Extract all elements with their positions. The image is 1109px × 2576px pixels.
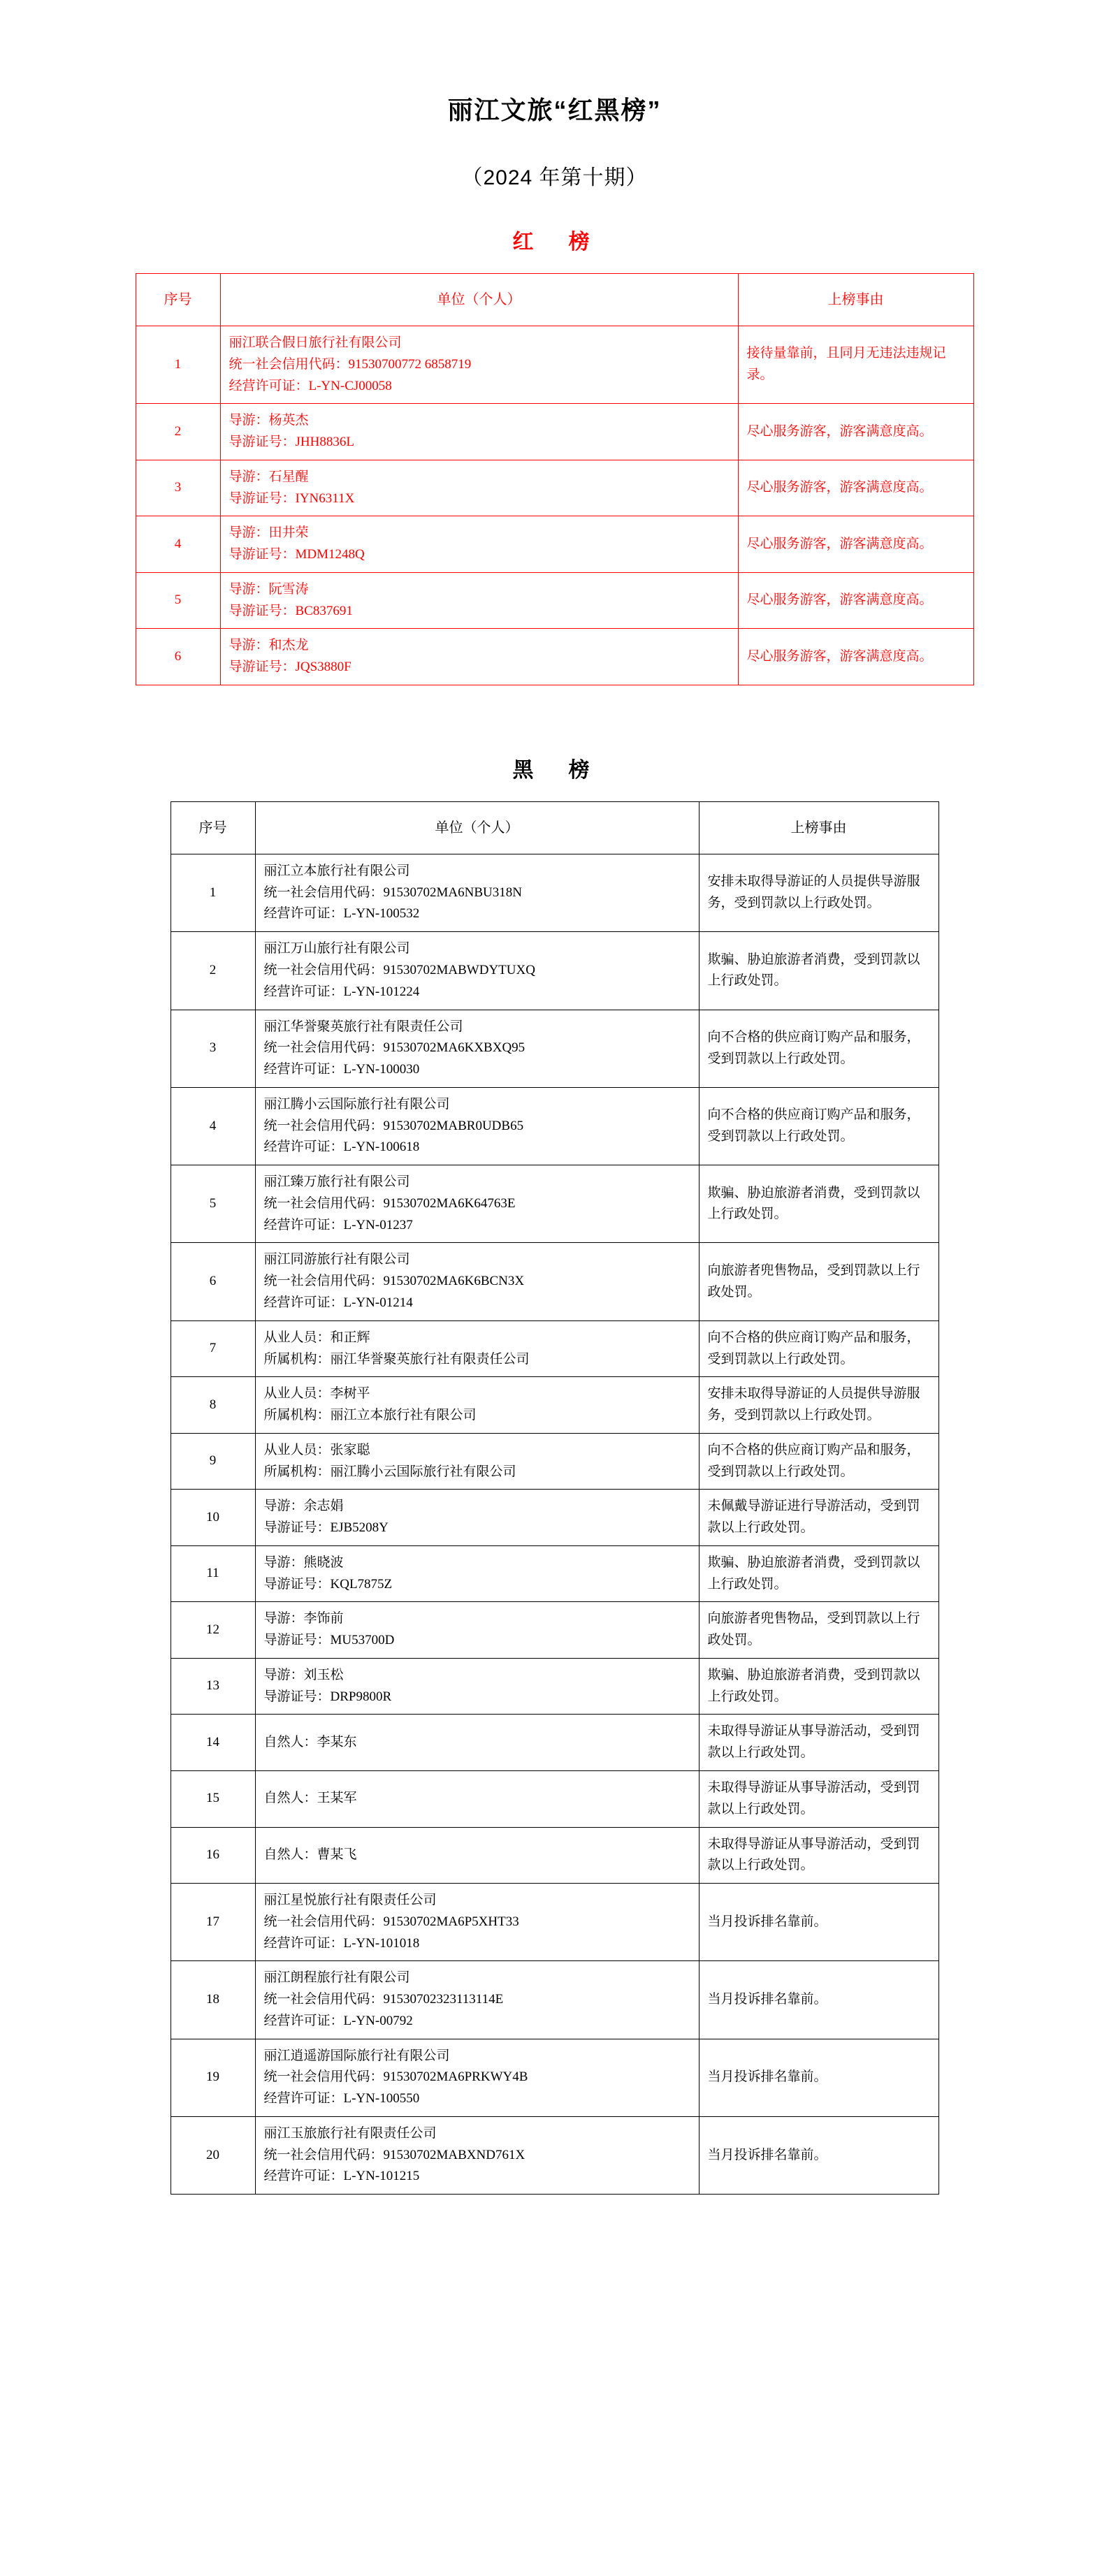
unit-line: 导游：和杰龙 (229, 638, 309, 653)
unit-line: 经营许可证：L-YN-01214 (263, 1295, 413, 1310)
row-unit-info (220, 326, 738, 404)
row-reason (699, 1770, 938, 1827)
unit-line: 统一社会信用代码：91530702MABR0UDB65 (263, 1118, 524, 1133)
unit-line: 丽江逍遥游国际旅行社有限公司 (263, 2048, 450, 2063)
unit-line: 丽江立本旅行社有限公司 (263, 863, 410, 878)
unit-line: 丽江腾小云国际旅行社有限公司 (263, 1096, 450, 1112)
reason-text: 未佩戴导游证进行导游活动，受到罚款以上行政处罚。 (707, 1499, 920, 1536)
unit-line: 经营许可证：L-YN-100618 (263, 1140, 420, 1155)
unit-line: 统一社会信用代码：91530702MA6PRKWY4B (263, 2069, 528, 2085)
unit-lines (229, 467, 730, 510)
row-reason (699, 1602, 938, 1659)
red-list-table (136, 273, 974, 685)
row-sequence-number: 3 (136, 460, 220, 516)
bottom-spacer (0, 2195, 1109, 2222)
unit-line: 导游证号：JHH8836L (229, 435, 354, 450)
unit-line: 导游证号：IYN6311X (229, 490, 355, 506)
unit-lines (264, 1665, 690, 1708)
table-row (171, 854, 938, 931)
row-unit-info (255, 1715, 699, 1771)
unit-line: 丽江华誉聚英旅行社有限责任公司 (263, 1019, 463, 1034)
unit-line: 经营许可证：L-YN-101215 (263, 2169, 420, 2184)
row-sequence-number: 10 (171, 1490, 255, 1546)
unit-line: 丽江臻万旅行社有限公司 (263, 1174, 410, 1190)
row-sequence-number: 3 (171, 1010, 255, 1087)
row-sequence-number: 16 (171, 1827, 255, 1884)
unit-lines (264, 1172, 690, 1236)
row-unit-info (220, 629, 738, 685)
unit-line: 导游证号：DRP9800R (263, 1689, 392, 1704)
row-reason (699, 1433, 938, 1490)
row-unit-info (255, 854, 699, 931)
unit-line: 从业人员：张家聪 (263, 1442, 370, 1457)
row-sequence-number: 13 (171, 1658, 255, 1715)
table-row (171, 2039, 938, 2116)
column-header-unit: 单位（个人） (220, 274, 738, 326)
row-unit-info (255, 1961, 699, 2039)
unit-lines (264, 2046, 690, 2110)
reason-text: 尽心服务游客，游客满意度高。 (746, 536, 933, 551)
reason-text: 欺骗、胁迫旅游者消费，受到罚款以上行政处罚。 (707, 952, 920, 989)
reason-text: 向不合格的供应商订购产品和服务，受到罚款以上行政处罚。 (707, 1107, 920, 1144)
row-unit-info (255, 1320, 699, 1377)
unit-line: 导游证号：MDM1248Q (229, 547, 365, 562)
unit-lines (264, 1732, 690, 1754)
row-unit-info (255, 1658, 699, 1715)
reason-text: 未取得导游证从事导游活动，受到罚款以上行政处罚。 (707, 1836, 920, 1873)
table-row (136, 516, 973, 573)
unit-line: 导游：余志娟 (263, 1499, 344, 1514)
row-unit-info (255, 1087, 699, 1165)
row-unit-info (255, 2039, 699, 2116)
row-sequence-number: 14 (171, 1715, 255, 1771)
black-list-table-wrap (0, 783, 1109, 2195)
unit-lines (264, 1249, 690, 1314)
page-subtitle: （2024 年第十期） (461, 166, 648, 189)
table-row (171, 1715, 938, 1771)
unit-line: 丽江万山旅行社有限公司 (263, 941, 410, 956)
row-sequence-number: 11 (171, 1545, 255, 1602)
black-list-table (171, 801, 939, 2195)
reason-text: 尽心服务游客，游客满意度高。 (746, 423, 933, 439)
unit-lines (264, 1967, 690, 2032)
unit-line: 丽江联合假日旅行社有限公司 (229, 335, 402, 350)
reason-text: 向不合格的供应商订购产品和服务，受到罚款以上行政处罚。 (707, 1029, 920, 1066)
unit-line: 导游：田井荣 (229, 525, 309, 541)
column-header-reason: 上榜事由 (738, 274, 973, 326)
table-row (171, 1545, 938, 1602)
row-sequence-number: 12 (171, 1602, 255, 1659)
unit-line: 丽江星悦旅行社有限责任公司 (263, 1893, 437, 1908)
unit-line: 导游证号：MU53700D (263, 1633, 395, 1648)
column-header-reason: 上榜事由 (699, 801, 938, 854)
row-sequence-number: 1 (136, 326, 220, 404)
unit-line: 经营许可证：L-YN-100532 (263, 906, 420, 922)
red-table-body (136, 326, 973, 685)
row-unit-info (220, 404, 738, 460)
row-reason (699, 1243, 938, 1320)
reason-text: 欺骗、胁迫旅游者消费，受到罚款以上行政处罚。 (707, 1555, 920, 1592)
table-header-row (171, 801, 938, 854)
unit-line: 统一社会信用代码：91530702MA6K6BCN3X (263, 1274, 525, 1289)
unit-line: 统一社会信用代码：91530702MA6KXBXQ95 (263, 1040, 525, 1056)
unit-lines (264, 1552, 690, 1596)
row-reason (738, 572, 973, 629)
unit-line: 丽江玉旅旅行社有限责任公司 (263, 2125, 437, 2141)
unit-line: 导游：刘玉松 (263, 1667, 344, 1682)
reason-text: 尽心服务游客，游客满意度高。 (746, 648, 933, 664)
row-reason (738, 516, 973, 573)
unit-line: 经营许可证：L-YN-CJ00058 (229, 378, 392, 393)
reason-text: 欺骗、胁迫旅游者消费，受到罚款以上行政处罚。 (707, 1185, 920, 1222)
unit-lines (264, 861, 690, 925)
section-spacer (0, 685, 1109, 752)
row-sequence-number: 9 (171, 1433, 255, 1490)
row-reason (738, 404, 973, 460)
row-unit-info (255, 1490, 699, 1546)
row-reason (738, 629, 973, 685)
row-reason (699, 1545, 938, 1602)
row-reason (699, 1490, 938, 1546)
row-sequence-number: 2 (171, 932, 255, 1010)
row-sequence-number: 5 (136, 572, 220, 629)
unit-line: 统一社会信用代码：91530702MA6NBU318N (263, 885, 522, 900)
unit-lines (264, 1327, 690, 1371)
reason-text: 当月投诉排名靠前。 (707, 2147, 827, 2162)
row-unit-info (255, 1243, 699, 1320)
row-sequence-number: 4 (136, 516, 220, 573)
table-row (171, 1827, 938, 1884)
row-sequence-number: 8 (171, 1377, 255, 1434)
table-row (171, 932, 938, 1010)
unit-line: 统一社会信用代码：91530702MA6K64763E (263, 1195, 516, 1211)
unit-line: 导游：杨英杰 (229, 413, 309, 428)
unit-lines (229, 410, 730, 453)
unit-line: 统一社会信用代码：91530700772 6858719 (229, 356, 472, 372)
column-header-unit: 单位（个人） (255, 801, 699, 854)
unit-lines (264, 1844, 690, 1866)
unit-lines (229, 635, 730, 678)
row-sequence-number: 7 (171, 1320, 255, 1377)
unit-lines (264, 2123, 690, 2188)
black-table-body (171, 854, 938, 2194)
unit-lines (264, 1440, 690, 1483)
row-reason (699, 1087, 938, 1165)
reason-text: 当月投诉排名靠前。 (707, 1914, 827, 1929)
row-sequence-number: 19 (171, 2039, 255, 2116)
unit-line: 从业人员：李树平 (263, 1386, 370, 1402)
reason-text: 当月投诉排名靠前。 (707, 2069, 827, 2085)
unit-line: 自然人：李某东 (263, 1734, 357, 1749)
table-row (171, 1243, 938, 1320)
unit-line: 统一社会信用代码：91530702MA6P5XHT33 (263, 1914, 519, 1929)
table-row (171, 1087, 938, 1165)
table-row (136, 629, 973, 685)
row-reason (699, 932, 938, 1010)
unit-line: 经营许可证：L-YN-101018 (263, 1935, 420, 1951)
row-reason (699, 1715, 938, 1771)
row-reason (699, 1961, 938, 2039)
row-unit-info (255, 1884, 699, 1961)
unit-lines (229, 523, 730, 566)
row-unit-info (255, 1010, 699, 1087)
unit-line: 所属机构：丽江立本旅行社有限公司 (263, 1408, 477, 1423)
table-row (171, 1377, 938, 1434)
table-row (171, 1433, 938, 1490)
row-reason (699, 854, 938, 931)
table-row (136, 572, 973, 629)
table-row (171, 1165, 938, 1243)
reason-text: 接待量靠前，且同月无违法违规记录。 (746, 346, 946, 383)
table-row (171, 1320, 938, 1377)
row-sequence-number: 18 (171, 1961, 255, 2039)
unit-line: 统一社会信用代码：91530702MABXND761X (263, 2147, 525, 2162)
row-unit-info (220, 572, 738, 629)
table-row (171, 1961, 938, 2039)
unit-line: 统一社会信用代码：91530702MABWDYTUXQ (263, 963, 535, 978)
row-reason (699, 1320, 938, 1377)
reason-text: 尽心服务游客，游客满意度高。 (746, 592, 933, 608)
reason-text: 向不合格的供应商订购产品和服务，受到罚款以上行政处罚。 (707, 1442, 920, 1479)
row-reason (699, 1884, 938, 1961)
row-sequence-number: 1 (171, 854, 255, 931)
unit-lines (264, 1017, 690, 1081)
row-reason (699, 1010, 938, 1087)
row-unit-info (255, 1377, 699, 1434)
row-sequence-number: 6 (171, 1243, 255, 1320)
unit-line: 自然人：王某军 (263, 1791, 357, 1806)
row-unit-info (255, 1545, 699, 1602)
table-row (171, 1658, 938, 1715)
unit-line: 导游证号：EJB5208Y (263, 1520, 389, 1536)
row-reason (738, 460, 973, 516)
reason-text: 向不合格的供应商订购产品和服务，受到罚款以上行政处罚。 (707, 1330, 920, 1367)
red-list-table-wrap (0, 255, 1109, 685)
row-sequence-number: 4 (171, 1087, 255, 1165)
unit-line: 导游：阮雪涛 (229, 581, 309, 597)
row-reason (699, 1377, 938, 1434)
row-unit-info (255, 1433, 699, 1490)
unit-line: 所属机构：丽江腾小云国际旅行社有限公司 (263, 1464, 516, 1479)
row-sequence-number: 20 (171, 2116, 255, 2194)
row-sequence-number: 6 (136, 629, 220, 685)
row-reason (699, 1165, 938, 1243)
unit-line: 导游：石星醒 (229, 469, 309, 484)
column-header-no: 序号 (171, 801, 255, 854)
unit-lines (264, 1608, 690, 1652)
reason-text: 未取得导游证从事导游活动，受到罚款以上行政处罚。 (707, 1780, 920, 1817)
row-sequence-number: 15 (171, 1770, 255, 1827)
red-list-heading: 红 榜 (512, 231, 597, 254)
unit-line: 经营许可证：L-YN-100030 (263, 1062, 420, 1077)
unit-lines (264, 1496, 690, 1539)
row-unit-info (255, 1770, 699, 1827)
unit-line: 所属机构：丽江华誉聚英旅行社有限责任公司 (263, 1351, 530, 1367)
row-sequence-number: 5 (171, 1165, 255, 1243)
unit-line: 经营许可证：L-YN-00792 (263, 2013, 413, 2028)
column-header-no: 序号 (136, 274, 220, 326)
table-row (171, 1010, 938, 1087)
table-row (171, 2116, 938, 2194)
row-sequence-number: 17 (171, 1884, 255, 1961)
unit-line: 经营许可证：L-YN-100550 (263, 2091, 420, 2106)
page-title: 丽江文旅“红黑榜” (447, 96, 662, 124)
row-unit-info (220, 460, 738, 516)
table-row (136, 404, 973, 460)
unit-line: 丽江朗程旅行社有限公司 (263, 1970, 410, 1986)
reason-text: 安排未取得导游证的人员提供导游服务，受到罚款以上行政处罚。 (707, 874, 920, 911)
unit-line: 丽江同游旅行社有限公司 (263, 1252, 410, 1267)
row-reason (699, 1658, 938, 1715)
unit-lines (264, 938, 690, 1003)
unit-line: 导游证号：JQS3880F (229, 660, 351, 675)
unit-line: 导游证号：BC837691 (229, 603, 353, 618)
row-unit-info (255, 932, 699, 1010)
reason-text: 安排未取得导游证的人员提供导游服务，受到罚款以上行政处罚。 (707, 1386, 920, 1423)
red-table-head (136, 274, 973, 326)
black-list-heading: 黑 榜 (512, 758, 597, 782)
row-unit-info (255, 1827, 699, 1884)
row-reason (699, 2039, 938, 2116)
row-sequence-number: 2 (136, 404, 220, 460)
row-reason (699, 1827, 938, 1884)
table-row (171, 1490, 938, 1546)
table-row (136, 460, 973, 516)
unit-line: 从业人员：和正辉 (263, 1330, 370, 1345)
unit-line: 导游：熊晓波 (263, 1555, 344, 1570)
table-row (171, 1884, 938, 1961)
unit-line: 导游证号：KQL7875Z (263, 1576, 393, 1592)
unit-lines (229, 333, 730, 397)
unit-lines (264, 1094, 690, 1158)
reason-text: 欺骗、胁迫旅游者消费，受到罚款以上行政处罚。 (707, 1667, 920, 1704)
reason-text: 当月投诉排名靠前。 (707, 1992, 827, 2007)
unit-lines (229, 579, 730, 623)
unit-line: 自然人：曹某飞 (263, 1847, 357, 1862)
unit-line: 导游：李饰前 (263, 1611, 344, 1627)
table-row (171, 1602, 938, 1659)
black-table-head (171, 801, 938, 854)
row-unit-info (255, 1165, 699, 1243)
row-unit-info (255, 1602, 699, 1659)
unit-line: 经营许可证：L-YN-101224 (263, 984, 420, 999)
unit-lines (264, 1788, 690, 1810)
unit-line: 经营许可证：L-YN-01237 (263, 1217, 413, 1232)
reason-text: 向旅游者兜售物品，受到罚款以上行政处罚。 (707, 1262, 920, 1300)
unit-lines (264, 1383, 690, 1427)
row-unit-info (255, 2116, 699, 2194)
table-row (171, 1770, 938, 1827)
row-reason (738, 326, 973, 404)
row-reason (699, 2116, 938, 2194)
unit-line: 统一社会信用代码：91530702323113114E (263, 1992, 504, 2007)
table-row (136, 326, 973, 404)
reason-text: 尽心服务游客，游客满意度高。 (746, 480, 933, 495)
reason-text: 向旅游者兜售物品，受到罚款以上行政处罚。 (707, 1611, 920, 1648)
row-unit-info (220, 516, 738, 573)
reason-text: 未取得导游证从事导游活动，受到罚款以上行政处罚。 (707, 1724, 920, 1761)
unit-lines (264, 1890, 690, 1954)
table-header-row (136, 274, 973, 326)
